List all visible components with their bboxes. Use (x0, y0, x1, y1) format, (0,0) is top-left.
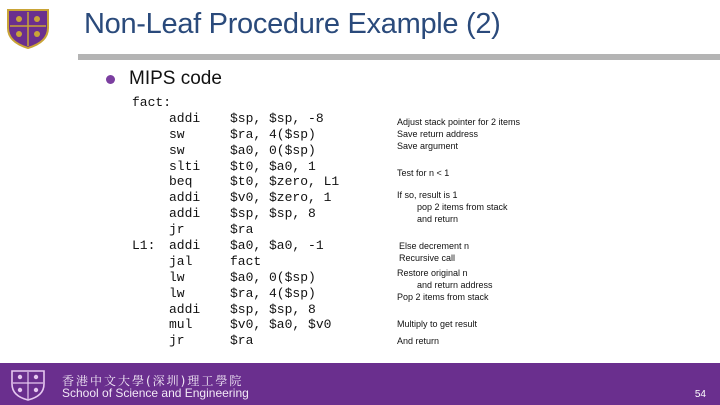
bullet-item (106, 68, 222, 90)
comment-restore: Restore original n (397, 268, 468, 278)
code-opcode: addi (169, 301, 201, 317)
comment-pop-items: pop 2 items from stack (417, 202, 508, 212)
code-opcode: mul (169, 317, 193, 333)
comment-recursive: Recursive call (399, 253, 456, 263)
comment-if-so: If so, result is 1 (397, 190, 458, 200)
code-operands: $sp, $sp, -8 (230, 110, 324, 126)
code-operands: $ra, 4($sp) (230, 285, 316, 301)
code-operands: $sp, $sp, 8 (230, 301, 316, 317)
footer-english-name: School of Science and Engineering (62, 386, 249, 400)
university-crest-icon (6, 368, 50, 402)
comment-test: Test for n < 1 (397, 168, 450, 178)
code-operands: $v0, $zero, 1 (230, 190, 332, 206)
footer-chinese-name: 香港中文大學(深圳)理工學院 (62, 374, 244, 388)
code-opcode: addi (169, 190, 201, 206)
code-opcode: addi (169, 206, 201, 222)
code-operands: $ra (230, 222, 254, 238)
comment-multiply: Multiply to get result (397, 319, 478, 329)
code-opcode: addi (169, 110, 201, 126)
comment-and-return: and return (417, 214, 459, 224)
code-opcode: sw (169, 126, 185, 142)
comment-and-ret-addr: and return address (417, 280, 493, 290)
title-divider (78, 54, 720, 60)
code-opcode: lw (169, 269, 185, 285)
code-operands: fact (230, 253, 262, 269)
code-label: fact: (132, 95, 172, 110)
code-opcode: jr (169, 333, 185, 349)
comment-pop2: Pop 2 items from stack (397, 292, 489, 302)
code-operands: $a0, 0($sp) (230, 142, 316, 158)
bullet-text: MIPS code (129, 68, 222, 89)
code-opcode: slti (169, 158, 201, 174)
code-operands: $ra, 4($sp) (230, 126, 316, 142)
code-opcode: lw (169, 285, 185, 301)
code-operands: $t0, $zero, L1 (230, 174, 340, 190)
page-number: 54 (694, 389, 706, 400)
code-operands: $sp, $sp, 8 (230, 206, 316, 222)
code-operands: $ra (230, 333, 254, 349)
bullet-dot-icon (106, 75, 115, 84)
code-opcode: jr (169, 222, 185, 238)
code-opcode: beq (169, 174, 193, 190)
comment-and-return-2: And return (397, 336, 440, 346)
slide-title: Non-Leaf Procedure Example (2) (84, 8, 501, 40)
code-opcode: jal (169, 253, 193, 269)
code-operands: $a0, 0($sp) (230, 269, 316, 285)
code-opcode: sw (169, 142, 185, 158)
code-operands: $v0, $a0, $v0 (230, 317, 332, 333)
code-operands: $t0, $a0, 1 (230, 158, 316, 174)
code-operands: $a0, $a0, -1 (230, 238, 324, 254)
code-label: L1: (132, 238, 156, 254)
code-opcode: addi (169, 238, 201, 254)
comment-adjust-sp: Adjust stack pointer for 2 items (397, 117, 521, 127)
university-crest-icon (4, 6, 52, 50)
comment-else-dec: Else decrement n (399, 241, 470, 251)
comment-save-ra: Save return address (397, 129, 479, 139)
comment-save-arg: Save argument (397, 141, 459, 151)
